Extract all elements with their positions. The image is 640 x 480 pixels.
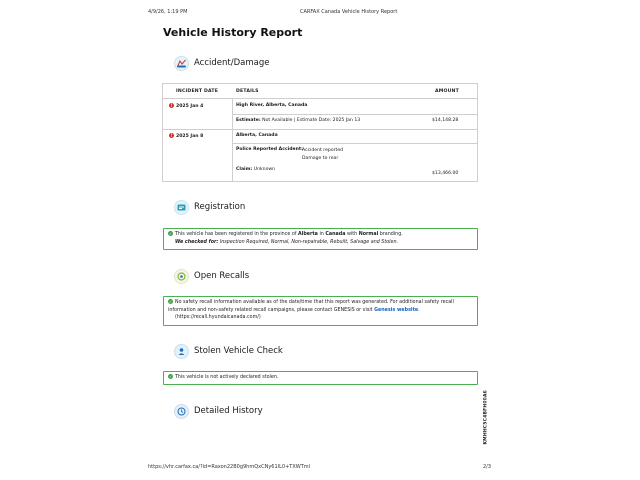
section-stolen <box>174 343 283 359</box>
header-details: DETAILS <box>236 89 259 94</box>
recalls-url: (https://recall.hyundaicanada.com/) <box>175 315 261 320</box>
row-2-police-report: Police Reported Accident: <box>236 147 303 152</box>
section-registration <box>174 199 245 215</box>
recalls-text: ✓ No safety recall information available as of the date/time that this report was generated. For additional safety recall information and non-safety related recall campaigns, please contact GENESIS or visit Genesis website. <box>168 299 454 313</box>
registration-checked-line: We checked for: Inspection Required, Normal, Non-repairable, Rebuilt, Salvage and Stolen. <box>175 239 399 245</box>
row-2-location: Alberta, Canada <box>236 133 278 138</box>
recalls-icon <box>174 269 189 284</box>
accident-table <box>162 83 478 182</box>
alert-icon: ! <box>170 133 173 138</box>
row-2-police-details: Accident reported Damage to rear <box>302 148 344 161</box>
table-header <box>163 84 477 99</box>
report-title: Vehicle History Report <box>163 26 303 39</box>
row-1-amount: $14,148.28 <box>432 118 459 123</box>
row-1-estimate: Estimate: Not Available | Estimate Date: 2025 Jan 13 <box>236 118 361 123</box>
row-divider <box>163 129 477 130</box>
row-2-amount: $13,466.00 <box>432 171 459 176</box>
registration-icon <box>174 200 189 215</box>
recalls-box <box>163 296 478 326</box>
section-title: Detailed History <box>194 406 263 416</box>
section-accident <box>174 55 269 71</box>
section-title: Accident/Damage <box>194 58 270 68</box>
section-title: Stolen Vehicle Check <box>194 346 283 356</box>
header-amount: AMOUNT <box>435 89 459 94</box>
row-1-date: ! 2025 Jan 4 <box>170 103 204 109</box>
print-date: 4/9/26, 1:19 PM <box>148 9 188 15</box>
footer-page-number: 2/3 <box>483 464 492 470</box>
section-title: Registration <box>194 202 246 212</box>
check-icon: ✓ <box>168 374 173 379</box>
footer-url: https://vhr.carfax.ca/?id=Raxon22B0g9hmQxCNy61IL0+TXWTml <box>148 464 311 470</box>
check-icon: ✓ <box>168 299 173 304</box>
vin-side-code: KMHHC5C4BFH00A6 <box>483 389 489 445</box>
section-recalls <box>174 268 249 284</box>
section-title: Open Recalls <box>194 271 250 281</box>
stolen-box <box>163 371 478 385</box>
row-2-claim: Claim: Unknown <box>236 167 276 172</box>
registration-line: ✓ This vehicle has been registered in the province of Alberta in Canada with Normal branding. <box>168 231 403 237</box>
accident-icon <box>174 56 189 71</box>
section-history <box>174 403 263 419</box>
stolen-text: ✓ This vehicle is not actively declared stolen. <box>168 374 279 380</box>
header-incident-date: INCIDENT DATE <box>176 89 219 94</box>
row-divider <box>232 114 478 115</box>
print-title: CARFAX Canada Vehicle History Report <box>300 9 398 15</box>
genesis-website-link[interactable]: Genesis website <box>374 307 419 313</box>
history-icon <box>174 404 189 419</box>
stolen-icon <box>174 344 189 359</box>
row-1-location: High River, Alberta, Canada <box>236 103 308 108</box>
check-icon: ✓ <box>168 231 173 236</box>
row-divider <box>232 143 478 144</box>
row-2-date: ! 2025 Jan 8 <box>170 133 204 139</box>
column-divider <box>232 99 233 182</box>
registration-box <box>163 228 478 250</box>
alert-icon: ! <box>170 103 173 108</box>
print-header <box>0 9 640 17</box>
